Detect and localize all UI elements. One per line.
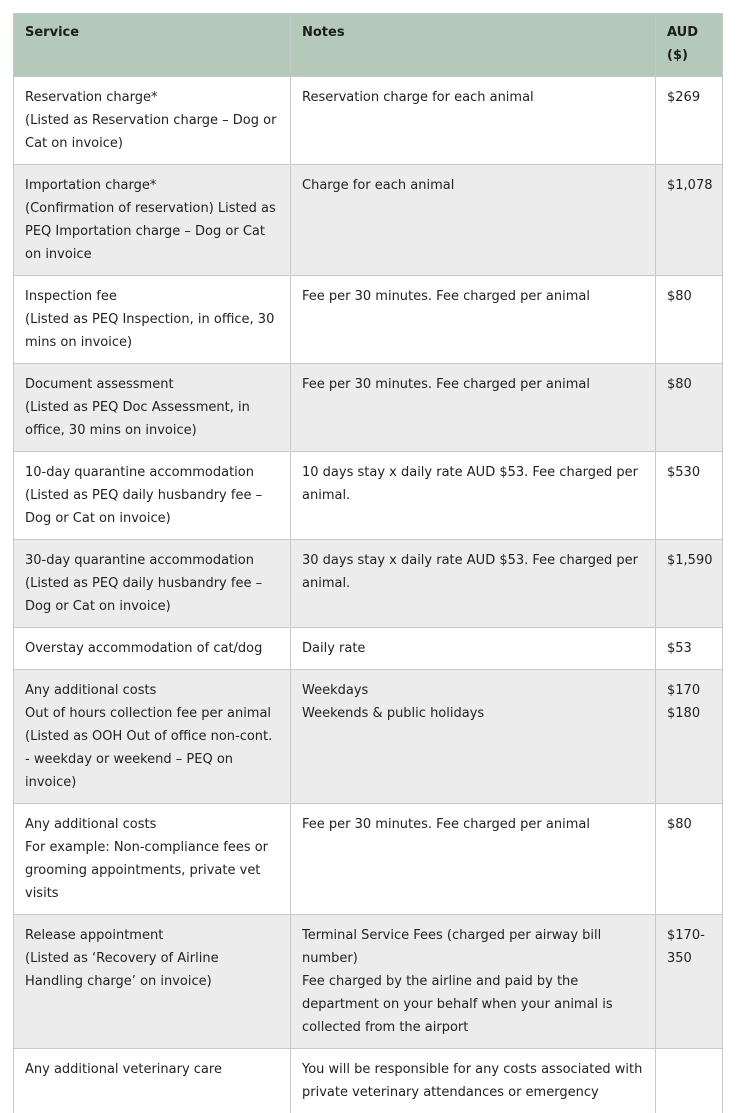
notes-line: Fee per 30 minutes. Fee charged per animal [302, 373, 644, 396]
service-line: Inspection fee [25, 285, 279, 308]
table-row [14, 540, 723, 628]
service-line: (Listed as PEQ Inspection, in office, 30 mins on invoice) [25, 308, 279, 354]
service-line: Reservation charge* [25, 86, 279, 109]
aud-line: $80 [667, 813, 711, 836]
service-cell [14, 628, 291, 670]
service-cell [14, 670, 291, 804]
aud-cell [656, 452, 723, 540]
table-row [14, 915, 723, 1049]
service-line: (Listed as Reservation charge – Dog or Cat on invoice) [25, 109, 279, 155]
notes-line: Weekdays [302, 679, 644, 702]
notes-line: Reservation charge for each animal [302, 86, 644, 109]
aud-cell [656, 915, 723, 1049]
service-line: (Listed as PEQ Doc Assessment, in office, 30 mins on invoice) [25, 396, 279, 442]
notes-cell [291, 276, 656, 364]
service-cell [14, 804, 291, 915]
table-row [14, 804, 723, 915]
aud-cell [656, 1049, 723, 1113]
aud-cell [656, 804, 723, 915]
service-line: (Listed as PEQ daily husbandry fee – Dog or Cat on invoice) [25, 572, 279, 618]
service-line: (Listed as PEQ daily husbandry fee – Dog or Cat on invoice) [25, 484, 279, 530]
service-line: Any additional veterinary care [25, 1058, 279, 1081]
service-cell [14, 165, 291, 276]
service-line: Release appointment [25, 924, 279, 947]
notes-line: You will be responsible for any costs associated with private veterinary attendances or emergency [302, 1058, 644, 1104]
notes-cell [291, 670, 656, 804]
service-cell [14, 276, 291, 364]
aud-line: $170 [667, 679, 711, 702]
service-line: For example: Non-compliance fees or grooming appointments, private vet visits [25, 836, 279, 905]
table-row [14, 77, 723, 165]
notes-cell [291, 452, 656, 540]
service-line: 10-day quarantine accommodation [25, 461, 279, 484]
table-row [14, 364, 723, 452]
service-cell [14, 364, 291, 452]
service-line: Overstay accommodation of cat/dog [25, 637, 279, 660]
aud-cell [656, 276, 723, 364]
service-line: Any additional costs [25, 679, 279, 702]
header-aud: AUD ($) [656, 14, 723, 77]
notes-cell [291, 540, 656, 628]
fees-table [13, 13, 723, 1113]
aud-line: $80 [667, 285, 711, 308]
aud-cell [656, 628, 723, 670]
aud-line: $80 [667, 373, 711, 396]
notes-line: 10 days stay x daily rate AUD $53. Fee charged per animal. [302, 461, 644, 507]
service-line: (Listed as ‘Recovery of Airline Handling charge’ on invoice) [25, 947, 279, 993]
service-line: Any additional costs [25, 813, 279, 836]
aud-line: $1,078 [667, 174, 711, 197]
service-cell [14, 77, 291, 165]
notes-cell [291, 915, 656, 1049]
aud-line: $269 [667, 86, 711, 109]
notes-line: Charge for each animal [302, 174, 644, 197]
fees-table-container [13, 13, 722, 1113]
service-cell [14, 452, 291, 540]
notes-line: Weekends & public holidays [302, 702, 644, 725]
notes-line: 30 days stay x daily rate AUD $53. Fee charged per animal. [302, 549, 644, 595]
notes-cell [291, 364, 656, 452]
notes-line: Fee charged by the airline and paid by the department on your behalf when your animal is collected from the airport [302, 970, 644, 1039]
table-row [14, 276, 723, 364]
table-header-row [14, 14, 723, 77]
notes-cell [291, 77, 656, 165]
table-row [14, 670, 723, 804]
notes-line: Daily rate [302, 637, 644, 660]
aud-cell [656, 540, 723, 628]
service-line: Document assessment [25, 373, 279, 396]
service-line: Importation charge* [25, 174, 279, 197]
notes-line: Terminal Service Fees (charged per airway bill number) [302, 924, 644, 970]
notes-cell [291, 628, 656, 670]
notes-cell [291, 1049, 656, 1113]
service-cell [14, 540, 291, 628]
notes-line: Fee per 30 minutes. Fee charged per animal [302, 285, 644, 308]
header-service: Service [14, 14, 291, 77]
header-notes: Notes [291, 14, 656, 77]
aud-line: $1,590 [667, 549, 711, 572]
service-line: (Listed as OOH Out of office non-cont. - weekday or weekend – PEQ on invoice) [25, 725, 279, 794]
aud-cell [656, 670, 723, 804]
service-cell [14, 915, 291, 1049]
service-line: Out of hours collection fee per animal [25, 702, 279, 725]
aud-line: $170-350 [667, 924, 711, 970]
aud-line: $180 [667, 702, 711, 725]
aud-line: $530 [667, 461, 711, 484]
service-line: (Confirmation of reservation) Listed as PEQ Importation charge – Dog or Cat on invoice [25, 197, 279, 266]
table-row [14, 452, 723, 540]
notes-cell [291, 165, 656, 276]
table-row [14, 165, 723, 276]
service-cell [14, 1049, 291, 1113]
aud-cell [656, 77, 723, 165]
aud-cell [656, 165, 723, 276]
service-line: 30-day quarantine accommodation [25, 549, 279, 572]
notes-cell [291, 804, 656, 915]
aud-line: $53 [667, 637, 711, 660]
table-row [14, 1049, 723, 1113]
aud-cell [656, 364, 723, 452]
notes-line: Fee per 30 minutes. Fee charged per animal [302, 813, 644, 836]
table-row [14, 628, 723, 670]
